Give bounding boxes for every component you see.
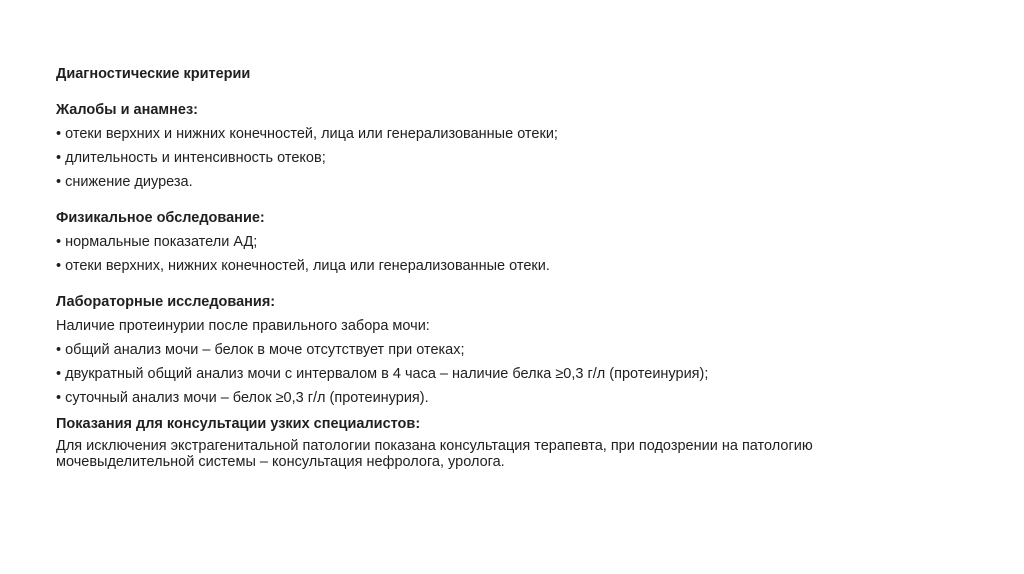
list-item: • общий анализ мочи – белок в моче отсутствует при отеках; — [56, 342, 465, 358]
list-item: • суточный анализ мочи – белок ≥0,3 г/л (протеинурия). — [56, 390, 429, 406]
section-intro-lab: Наличие протеинурии после правильного забора мочи: — [56, 318, 430, 334]
section-complaints — [56, 98, 956, 194]
list-item: • снижение диуреза. — [56, 174, 193, 190]
section-heading-lab: Лабораторные исследования: — [56, 294, 276, 310]
document-title: Диагностические критерии — [56, 66, 251, 82]
section-lab — [56, 290, 956, 410]
section-heading-complaints: Жалобы и анамнез: — [56, 102, 199, 118]
section-physical — [56, 206, 956, 278]
section-heading-physical: Физикальное обследование: — [56, 210, 265, 226]
list-item: • отеки верхних, нижних конечностей, лица или генерализованные отеки. — [56, 258, 550, 274]
section-text-consult: Для исключения экстрагенитальной патологии показана консультация терапевта, при подозрении на патологию мочевыделительной системы – консультация нефролога, уролога. — [56, 438, 813, 470]
document-body — [56, 62, 956, 470]
list-item: • отеки верхних и нижних конечностей, лица или генерализованные отеки; — [56, 126, 558, 142]
section-heading-consult: Показания для консультации узких специалистов: — [56, 416, 421, 432]
list-item: • длительность и интенсивность отеков; — [56, 150, 326, 166]
section-consult — [56, 412, 956, 470]
list-item: • двукратный общий анализ мочи с интервалом в 4 часа – наличие белка ≥0,3 г/л (протеинурия); — [56, 366, 709, 382]
list-item: • нормальные показатели АД; — [56, 234, 258, 250]
